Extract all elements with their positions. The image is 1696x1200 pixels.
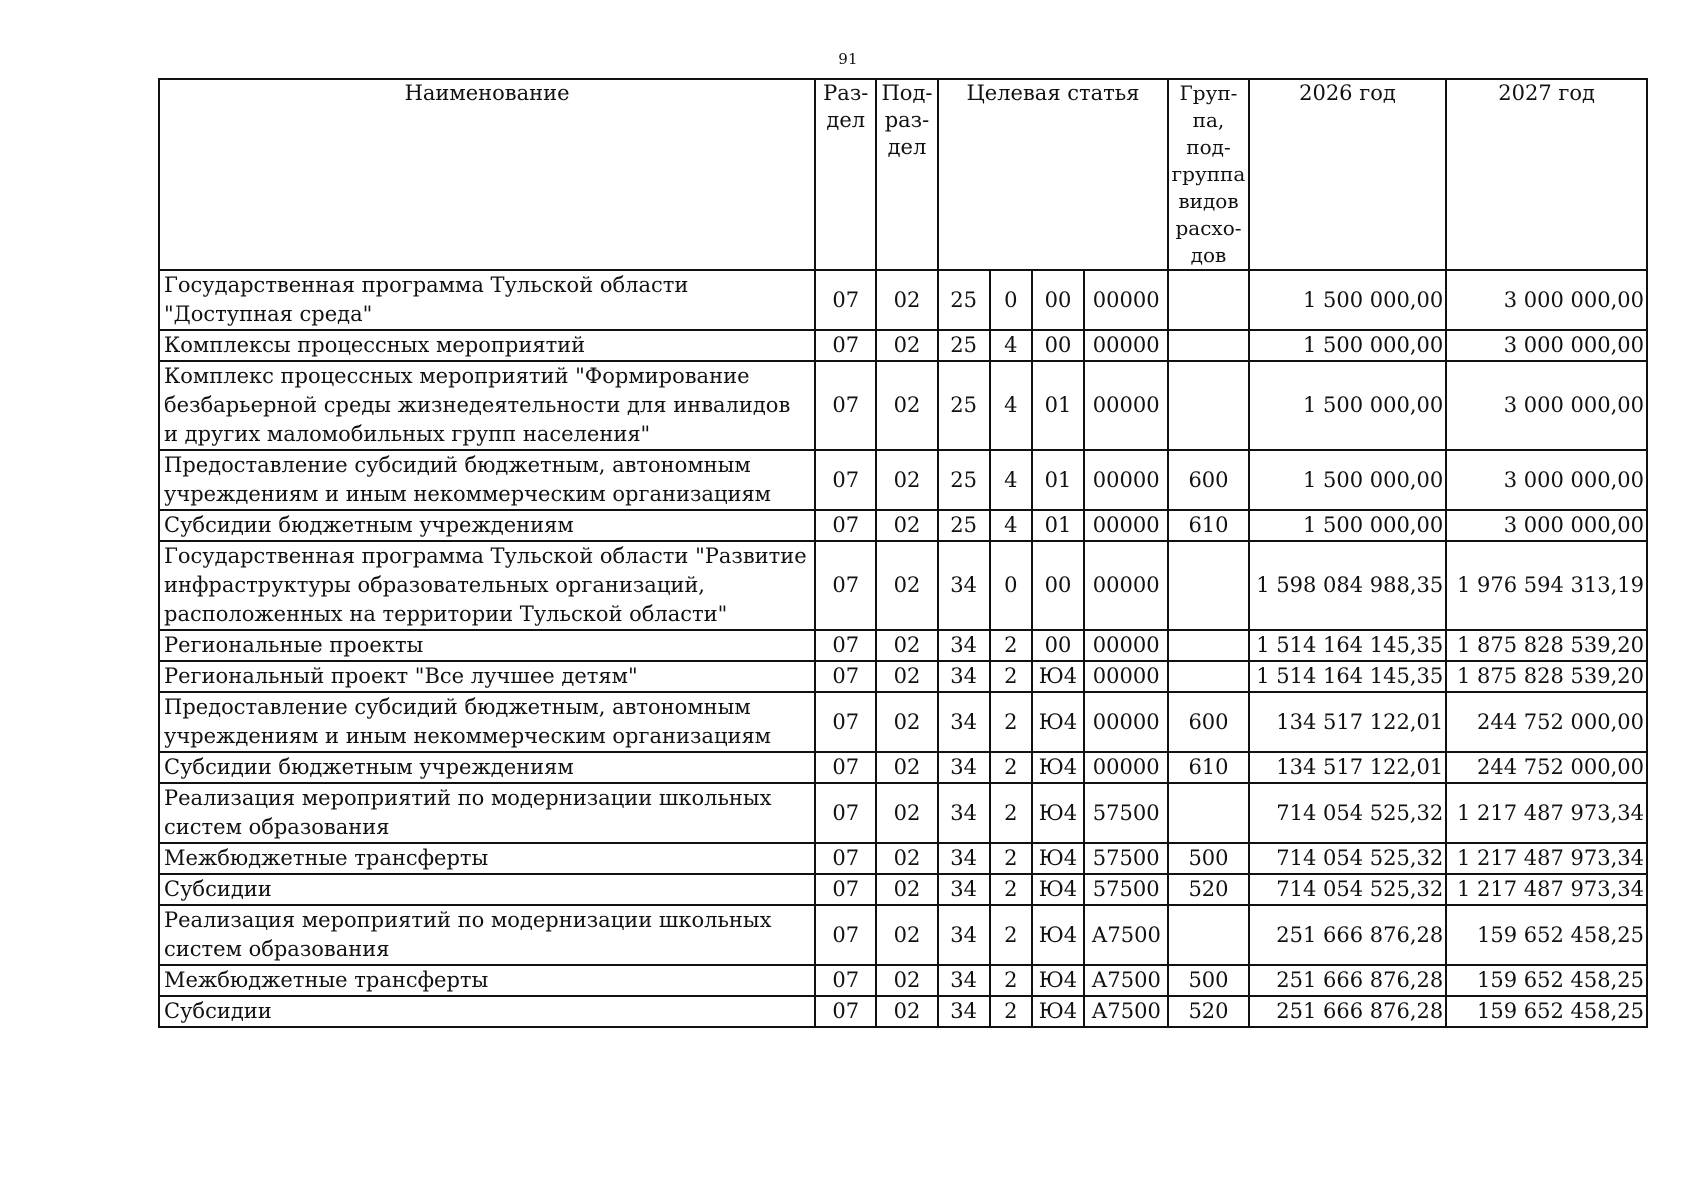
cell-target-type: 2 (990, 661, 1032, 692)
cell-name: Комплексы процессных мероприятий (159, 330, 815, 361)
cell-target-type: 4 (990, 510, 1032, 541)
table-row (159, 450, 1647, 510)
header-section: Раз- дел (815, 79, 876, 270)
cell-target-type: 4 (990, 330, 1032, 361)
cell-section: 07 (815, 541, 876, 630)
cell-target-type: 0 (990, 541, 1032, 630)
cell-amount-2027: 3 000 000,00 (1446, 270, 1647, 330)
table-row (159, 330, 1647, 361)
cell-target-type: 2 (990, 692, 1032, 752)
cell-target-type: 2 (990, 843, 1032, 874)
table-header-row (159, 79, 1647, 270)
cell-amount-2026: 251 666 876,28 (1249, 905, 1447, 965)
cell-amount-2027: 244 752 000,00 (1446, 752, 1647, 783)
table-row (159, 541, 1647, 630)
cell-amount-2027: 159 652 458,25 (1446, 965, 1647, 996)
cell-amount-2027: 244 752 000,00 (1446, 692, 1647, 752)
header-year-2027: 2027 год (1446, 79, 1647, 270)
cell-target-direction: 00000 (1084, 450, 1168, 510)
table-row (159, 965, 1647, 996)
cell-target-subprogram: Ю4 (1032, 692, 1084, 752)
cell-section: 07 (815, 630, 876, 661)
cell-target-direction: 00000 (1084, 270, 1168, 330)
cell-subsection: 02 (876, 843, 937, 874)
header-name: Наименование (159, 79, 815, 270)
cell-amount-2027: 3 000 000,00 (1446, 330, 1647, 361)
table-row (159, 996, 1647, 1027)
cell-target-type: 2 (990, 630, 1032, 661)
cell-name: Субсидии бюджетным учреждениям (159, 510, 815, 541)
cell-expense-group: 500 (1168, 843, 1248, 874)
cell-target-subprogram: 00 (1032, 330, 1084, 361)
cell-target-type: 0 (990, 270, 1032, 330)
cell-name: Субсидии бюджетным учреждениям (159, 752, 815, 783)
cell-target-direction: 00000 (1084, 330, 1168, 361)
cell-name: Реализация мероприятий по модернизации школьных систем образования (159, 905, 815, 965)
cell-subsection: 02 (876, 330, 937, 361)
cell-name: Межбюджетные трансферты (159, 843, 815, 874)
header-target-article: Целевая статья (938, 79, 1169, 270)
cell-amount-2027: 1 217 487 973,34 (1446, 843, 1647, 874)
cell-section: 07 (815, 843, 876, 874)
cell-amount-2027: 3 000 000,00 (1446, 361, 1647, 450)
cell-target-subprogram: Ю4 (1032, 996, 1084, 1027)
table-row (159, 843, 1647, 874)
cell-expense-group: 610 (1168, 752, 1248, 783)
cell-subsection: 02 (876, 450, 937, 510)
table-row (159, 905, 1647, 965)
cell-subsection: 02 (876, 630, 937, 661)
cell-amount-2027: 159 652 458,25 (1446, 996, 1647, 1027)
cell-target-program: 25 (938, 330, 990, 361)
cell-amount-2026: 714 054 525,32 (1249, 783, 1447, 843)
cell-name: Субсидии (159, 874, 815, 905)
cell-target-subprogram: 00 (1032, 270, 1084, 330)
cell-expense-group: 520 (1168, 996, 1248, 1027)
cell-target-program: 34 (938, 692, 990, 752)
cell-expense-group (1168, 783, 1248, 843)
cell-amount-2026: 1 500 000,00 (1249, 330, 1447, 361)
cell-target-program: 34 (938, 661, 990, 692)
cell-target-type: 4 (990, 361, 1032, 450)
cell-target-direction: 00000 (1084, 630, 1168, 661)
page-number: 91 (838, 50, 858, 68)
cell-expense-group: 600 (1168, 692, 1248, 752)
cell-target-direction: А7500 (1084, 905, 1168, 965)
cell-amount-2026: 134 517 122,01 (1249, 692, 1447, 752)
cell-subsection: 02 (876, 965, 937, 996)
table-row (159, 510, 1647, 541)
cell-target-direction: 00000 (1084, 510, 1168, 541)
cell-target-program: 25 (938, 361, 990, 450)
table-row (159, 783, 1647, 843)
cell-amount-2027: 1 875 828 539,20 (1446, 661, 1647, 692)
cell-amount-2026: 1 598 084 988,35 (1249, 541, 1447, 630)
table-row (159, 270, 1647, 330)
cell-subsection: 02 (876, 361, 937, 450)
cell-name: Комплекс процессных мероприятий "Формирование безбарьерной среды жизнедеятельности для инвалидов и других маломобильных групп населения" (159, 361, 815, 450)
cell-expense-group (1168, 661, 1248, 692)
table-row (159, 630, 1647, 661)
cell-target-subprogram: 00 (1032, 630, 1084, 661)
cell-target-direction: 00000 (1084, 692, 1168, 752)
cell-target-program: 34 (938, 783, 990, 843)
cell-name: Региональный проект "Все лучшее детям" (159, 661, 815, 692)
budget-table (158, 78, 1648, 1028)
cell-subsection: 02 (876, 510, 937, 541)
cell-target-type: 2 (990, 874, 1032, 905)
cell-target-type: 2 (990, 996, 1032, 1027)
cell-section: 07 (815, 752, 876, 783)
cell-expense-group (1168, 270, 1248, 330)
header-expense-group: Груп- па, под- группа видов расхо- дов (1168, 79, 1248, 270)
cell-subsection: 02 (876, 783, 937, 843)
cell-name: Межбюджетные трансферты (159, 965, 815, 996)
cell-target-type: 2 (990, 965, 1032, 996)
cell-amount-2026: 251 666 876,28 (1249, 965, 1447, 996)
cell-section: 07 (815, 361, 876, 450)
table-row (159, 661, 1647, 692)
cell-subsection: 02 (876, 270, 937, 330)
cell-expense-group: 500 (1168, 965, 1248, 996)
cell-subsection: 02 (876, 905, 937, 965)
header-year-2026: 2026 год (1249, 79, 1447, 270)
cell-target-subprogram: Ю4 (1032, 783, 1084, 843)
cell-target-subprogram: 00 (1032, 541, 1084, 630)
cell-amount-2027: 3 000 000,00 (1446, 510, 1647, 541)
cell-name: Государственная программа Тульской области "Доступная среда" (159, 270, 815, 330)
cell-target-direction: А7500 (1084, 965, 1168, 996)
table-row (159, 874, 1647, 905)
cell-expense-group: 520 (1168, 874, 1248, 905)
cell-subsection: 02 (876, 874, 937, 905)
table-body (159, 270, 1647, 1027)
cell-section: 07 (815, 692, 876, 752)
cell-target-program: 34 (938, 843, 990, 874)
cell-target-subprogram: Ю4 (1032, 905, 1084, 965)
cell-expense-group (1168, 905, 1248, 965)
cell-target-subprogram: 01 (1032, 450, 1084, 510)
cell-section: 07 (815, 270, 876, 330)
cell-subsection: 02 (876, 541, 937, 630)
cell-name: Региональные проекты (159, 630, 815, 661)
cell-target-type: 2 (990, 752, 1032, 783)
cell-target-direction: 00000 (1084, 541, 1168, 630)
cell-section: 07 (815, 510, 876, 541)
cell-target-program: 34 (938, 874, 990, 905)
cell-section: 07 (815, 996, 876, 1027)
cell-subsection: 02 (876, 692, 937, 752)
cell-amount-2026: 134 517 122,01 (1249, 752, 1447, 783)
cell-target-type: 2 (990, 783, 1032, 843)
cell-amount-2027: 3 000 000,00 (1446, 450, 1647, 510)
cell-target-subprogram: Ю4 (1032, 752, 1084, 783)
cell-target-direction: 00000 (1084, 361, 1168, 450)
cell-section: 07 (815, 330, 876, 361)
table-row (159, 752, 1647, 783)
cell-target-direction: 00000 (1084, 661, 1168, 692)
cell-target-program: 34 (938, 905, 990, 965)
cell-target-type: 2 (990, 905, 1032, 965)
cell-target-program: 25 (938, 510, 990, 541)
cell-target-program: 34 (938, 965, 990, 996)
cell-target-subprogram: 01 (1032, 361, 1084, 450)
cell-section: 07 (815, 874, 876, 905)
cell-target-program: 25 (938, 450, 990, 510)
cell-amount-2026: 251 666 876,28 (1249, 996, 1447, 1027)
cell-amount-2026: 1 500 000,00 (1249, 361, 1447, 450)
cell-expense-group (1168, 361, 1248, 450)
cell-expense-group: 610 (1168, 510, 1248, 541)
cell-section: 07 (815, 450, 876, 510)
cell-target-program: 34 (938, 752, 990, 783)
cell-amount-2027: 1 875 828 539,20 (1446, 630, 1647, 661)
cell-target-subprogram: Ю4 (1032, 874, 1084, 905)
cell-subsection: 02 (876, 752, 937, 783)
cell-amount-2027: 159 652 458,25 (1446, 905, 1647, 965)
cell-name: Предоставление субсидий бюджетным, автономным учреждениям и иным некоммерческим организациям (159, 692, 815, 752)
cell-subsection: 02 (876, 996, 937, 1027)
cell-section: 07 (815, 965, 876, 996)
cell-expense-group: 600 (1168, 450, 1248, 510)
cell-target-subprogram: Ю4 (1032, 965, 1084, 996)
header-subsection: Под- раз- дел (876, 79, 937, 270)
cell-expense-group (1168, 330, 1248, 361)
cell-target-type: 4 (990, 450, 1032, 510)
cell-amount-2027: 1 217 487 973,34 (1446, 783, 1647, 843)
cell-target-subprogram: Ю4 (1032, 843, 1084, 874)
cell-subsection: 02 (876, 661, 937, 692)
cell-amount-2027: 1 217 487 973,34 (1446, 874, 1647, 905)
cell-amount-2026: 1 500 000,00 (1249, 270, 1447, 330)
cell-name: Государственная программа Тульской области "Развитие инфраструктуры образовательных организаций, расположенных на территории Тульской области" (159, 541, 815, 630)
cell-name: Субсидии (159, 996, 815, 1027)
cell-section: 07 (815, 783, 876, 843)
cell-amount-2026: 1 500 000,00 (1249, 510, 1447, 541)
cell-target-program: 34 (938, 541, 990, 630)
cell-amount-2026: 1 500 000,00 (1249, 450, 1447, 510)
cell-target-direction: 57500 (1084, 843, 1168, 874)
table-row (159, 361, 1647, 450)
cell-target-subprogram: Ю4 (1032, 661, 1084, 692)
cell-amount-2027: 1 976 594 313,19 (1446, 541, 1647, 630)
cell-amount-2026: 714 054 525,32 (1249, 874, 1447, 905)
cell-expense-group (1168, 541, 1248, 630)
cell-target-subprogram: 01 (1032, 510, 1084, 541)
cell-amount-2026: 714 054 525,32 (1249, 843, 1447, 874)
cell-target-direction: А7500 (1084, 996, 1168, 1027)
cell-name: Реализация мероприятий по модернизации школьных систем образования (159, 783, 815, 843)
cell-section: 07 (815, 661, 876, 692)
table-row (159, 692, 1647, 752)
cell-target-direction: 57500 (1084, 874, 1168, 905)
cell-expense-group (1168, 630, 1248, 661)
cell-amount-2026: 1 514 164 145,35 (1249, 630, 1447, 661)
cell-amount-2026: 1 514 164 145,35 (1249, 661, 1447, 692)
cell-name: Предоставление субсидий бюджетным, автономным учреждениям и иным некоммерческим организациям (159, 450, 815, 510)
cell-section: 07 (815, 905, 876, 965)
cell-target-program: 34 (938, 630, 990, 661)
cell-target-program: 34 (938, 996, 990, 1027)
cell-target-direction: 00000 (1084, 752, 1168, 783)
cell-target-program: 25 (938, 270, 990, 330)
cell-target-direction: 57500 (1084, 783, 1168, 843)
